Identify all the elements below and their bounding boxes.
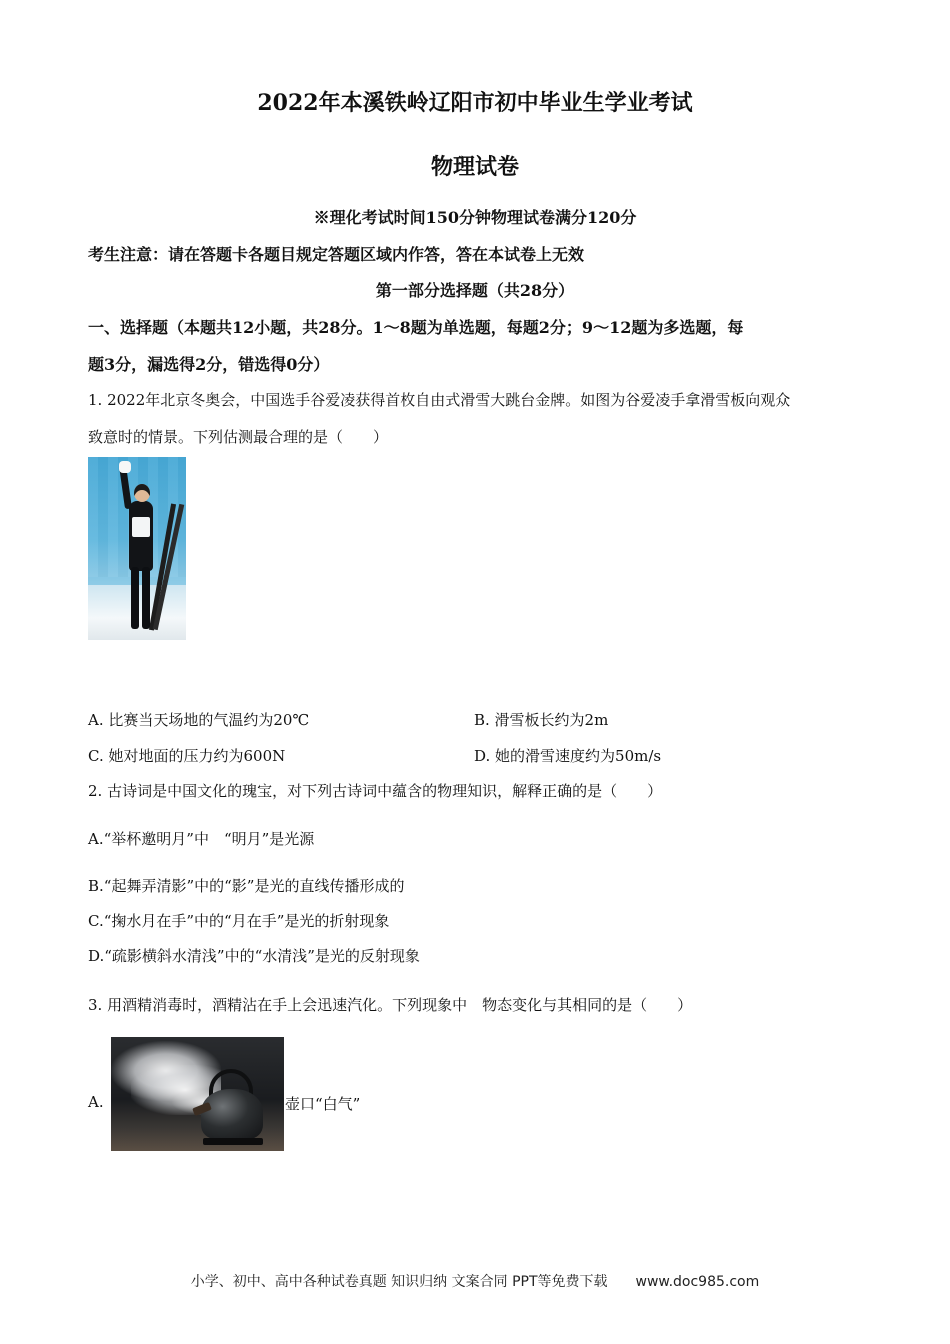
skier-leg	[142, 567, 150, 629]
kettle-base	[203, 1138, 263, 1145]
q1-option-b: B. 滑雪板长约为2m	[474, 711, 609, 729]
skier-glove	[119, 461, 131, 473]
q3-kettle-photo	[111, 1037, 284, 1151]
q1-option-d: D. 她的滑雪速度约为50m/s	[474, 747, 662, 765]
q3-stem: 3. 用酒精消毒时，酒精沾在手上会迅速汽化。下列现象中 物态变化与其相同的是（ ）	[88, 996, 693, 1014]
skier-head	[134, 484, 150, 502]
q2-option-d: D.“疏影横斜水清浅”中的“水清浅”是光的反射现象	[88, 947, 420, 965]
q1-option-c: C. 她对地面的压力约为600N	[88, 747, 286, 765]
skier-bib	[132, 517, 150, 537]
exam-subtitle: 物理试卷	[430, 154, 519, 180]
page-footer: 小学、初中、高中各种试卷真题 知识归纳 文案合同 PPT等免费下载 www.doc985.com	[190, 1274, 760, 1290]
section-title-line1: 一、选择题（本题共12小题，共28分。1～8题为单选题，每题2分；9～12题为多选题，每	[88, 318, 744, 337]
candidate-notice: 考生注意：请在答题卡各题目规定答题区域内作答，答在本试卷上无效	[88, 245, 585, 264]
q2-option-a: A.“举杯邀明月”中 “明月”是光源	[88, 830, 315, 848]
exam-title: 2022年本溪铁岭辽阳市初中毕业生学业考试	[257, 90, 693, 116]
q3-option-a-text: 壶口“白气”	[285, 1095, 361, 1113]
part-title: 第一部分选择题（共28分）	[375, 281, 575, 300]
q1-skier-photo	[88, 457, 186, 640]
q2-stem: 2. 古诗词是中国文化的瑰宝，对下列古诗词中蕴含的物理知识，解释正确的是（ ）	[88, 782, 663, 800]
section-title-line2: 题3分，漏选得2分，错选得0分）	[88, 355, 330, 374]
kettle-body	[201, 1089, 263, 1139]
q1-stem-line1: 1. 2022年北京冬奥会，中国选手谷爱凌获得首枚自由式滑雪大跳台金牌。如图为谷爱凌手拿滑雪板向观众	[88, 391, 791, 409]
q2-option-c: C.“掬水月在手”中的“月在手”是光的折射现象	[88, 912, 390, 930]
q1-option-a: A. 比赛当天场地的气温约为20℃	[88, 711, 310, 729]
q3-option-a-label: A.	[88, 1093, 104, 1111]
exam-time-note: ※理化考试时间150分钟物理试卷满分120分	[313, 208, 637, 227]
q2-option-b: B.“起舞弄清影”中的“影”是光的直线传播形成的	[88, 877, 405, 895]
q1-stem-line2: 致意时的情景。下列估测最合理的是（ ）	[88, 428, 389, 446]
skier-leg	[131, 567, 139, 629]
